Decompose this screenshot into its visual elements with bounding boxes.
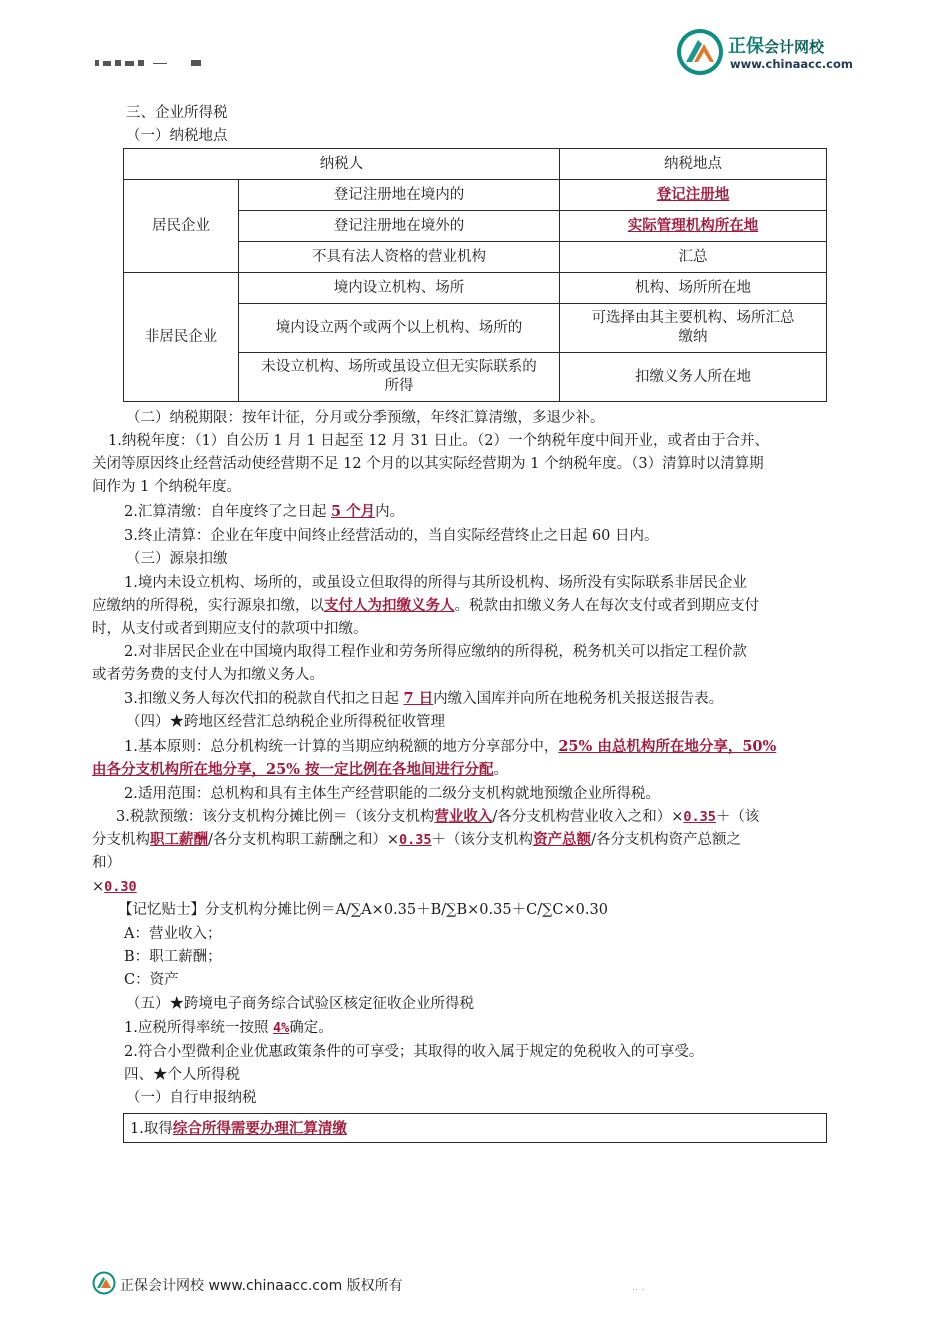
table-cell-place: 汇总 <box>560 242 827 273</box>
section-title-3: 三、企业所得税 <box>126 105 228 121</box>
table-cell-cond: 未设立机构、场所或虽设立但无实际联系的所得 <box>239 353 560 402</box>
paragraph-line: 3.扣缴义务人每次代扣的税款自代扣之日起 7 日内缴入国库并向所在地税务机关报送报告表。 <box>124 690 724 707</box>
logo-mark-icon <box>676 28 724 76</box>
section-title-4: 四、★个人所得税 <box>124 1067 240 1083</box>
paragraph-line: 3.税款预缴：该分支机构分摊比例＝（该分支机构营业收入/各分支机构营业收入之和）×0.35＋（该 <box>116 808 760 825</box>
paragraph-line: 2.对非居民企业在中国境内取得工程作业和劳务所得应缴纳的所得税，税务机关可以指定工程价款 <box>124 644 747 660</box>
boxed-item: 1.取得综合所得需要办理汇算清缴 <box>123 1113 827 1143</box>
tax-location-table <box>123 148 827 402</box>
memo-item: A：营业收入； <box>124 926 222 942</box>
logo-url[interactable]: www.chinaacc.com <box>730 57 853 71</box>
paragraph-line: 2.适用范围：总机构和具有主体生产经营职能的二级分支机构就地预缴企业所得税。 <box>124 786 660 802</box>
highlight-text: 职工薪酬 <box>150 831 208 848</box>
table-cell-cond: 登记注册地在境外的 <box>239 211 560 242</box>
paragraph-line: 关闭等原因终止经营活动使经营期不足 12 个月的以其实际经营期为 1 个纳税年度。（3）清算时以清算期 <box>92 456 764 472</box>
table-row <box>124 273 827 304</box>
nonresident-label: 非居民企业 <box>124 273 239 402</box>
highlight-text: 25% 由总机构所在地分享，50% <box>558 738 777 755</box>
table-row <box>124 180 827 211</box>
memo-item: B：职工薪酬； <box>124 949 222 965</box>
table-cell-cond: 登记注册地在境内的 <box>239 180 560 211</box>
highlight-text: 0.35 <box>683 809 716 825</box>
highlight-text: 资产总额 <box>533 831 592 848</box>
highlight-text: 综合所得需要办理汇算清缴 <box>172 1120 347 1137</box>
paragraph-line: 或者劳务费的支付人为扣缴义务人。 <box>92 667 324 683</box>
subsection-title-3-1: （一）纳税地点 <box>126 128 228 144</box>
paragraph-line: 间作为 1 个纳税年度。 <box>92 479 241 495</box>
logo[interactable] <box>676 28 876 78</box>
footer-logo-icon <box>92 1271 116 1295</box>
page-number-mark: ‧‧ ‧ <box>632 1285 645 1296</box>
table-cell-cond: 境内设立机构、场所 <box>239 273 560 304</box>
resident-label: 居民企业 <box>124 180 239 273</box>
highlight-text: 支付人为扣缴义务人 <box>324 597 455 614</box>
paragraph-line: 由各分支机构所在地分享，25% 按一定比例在各地间进行分配。 <box>92 761 509 778</box>
subsection-title-3-3: （三）源泉扣缴 <box>126 551 228 567</box>
footer-text: 正保会计网校 www.chinaacc.com 版权所有 <box>120 1278 403 1294</box>
highlight-text: 由各分支机构所在地分享，25% 按一定比例在各地间进行分配 <box>92 761 494 778</box>
subsection-title-3-4: （四）★跨地区经营汇总纳税企业所得税征收管理 <box>126 714 445 730</box>
paragraph-line: ×0.30 <box>92 879 137 895</box>
table-cell-cond: 境内设立两个或两个以上机构、场所的 <box>239 304 560 353</box>
paragraph-line: 1.基本原则：总分机构统一计算的当期应纳税额的地方分享部分中，25% 由总机构所在地分享，50% <box>124 738 777 755</box>
memo-item: C：资产 <box>124 972 179 988</box>
paragraph-line: 和） <box>92 855 121 871</box>
table-cell-cond: 不具有法人资格的营业机构 <box>239 242 560 273</box>
table-cell-place: 扣缴义务人所在地 <box>560 353 827 402</box>
table-cell-place: 登记注册地 <box>560 180 827 211</box>
header-scribble <box>95 58 205 68</box>
table-header-place: 纳税地点 <box>560 149 827 180</box>
logo-text: 正保会计网校 <box>728 36 825 57</box>
paragraph-line: 1.纳税年度：（1）自公历 1 月 1 日起至 12 月 31 日止。（2）一个纳税年度中间开业，或者由于合并、 <box>108 433 770 449</box>
highlight-text: 7 日 <box>403 690 434 707</box>
paragraph-line: 时，从支付或者到期应支付的款项中扣缴。 <box>92 621 368 637</box>
highlight-text: 5 个月 <box>330 503 376 520</box>
paragraph-line: 1.应税所得率统一按照 4%确定。 <box>124 1020 333 1036</box>
paragraph-line: 2.汇算清缴：自年度终了之日起 5 个月内。 <box>124 503 405 520</box>
highlight-text: 营业收入 <box>434 808 493 825</box>
subsection-title-4-1: （一）自行申报纳税 <box>126 1090 257 1106</box>
table-cell-place: 机构、场所所在地 <box>560 273 827 304</box>
highlight-text: 4% <box>272 1020 290 1036</box>
highlight-text: 0.30 <box>104 879 137 895</box>
paragraph-line: 应缴纳的所得税，实行源泉扣缴，以支付人为扣缴义务人。税款由扣缴义务人在每次支付或者到期应支付 <box>92 597 759 614</box>
footer <box>92 1268 492 1298</box>
subsection-title-3-5: （五）★跨境电子商务综合试验区核定征收企业所得税 <box>126 996 474 1012</box>
table-cell-place: 实际管理机构所在地 <box>560 211 827 242</box>
paragraph-line: 1.境内未设立机构、场所的，或虽设立但取得的所得与其所设机构、场所没有实际联系非居民企业 <box>124 575 747 591</box>
table-header-taxpayer: 纳税人 <box>124 149 560 180</box>
paragraph-line: 2.符合小型微利企业优惠政策条件的可享受；其取得的收入属于规定的免税收入的可享受。 <box>124 1044 704 1060</box>
table-cell-place: 可选择由其主要机构、场所汇总缴纳 <box>560 304 827 353</box>
memo-tip: 【记忆贴士】分支机构分摊比例＝A/∑A×0.35＋B/∑B×0.35＋C/∑C×0.30 <box>118 902 608 918</box>
highlight-text: 0.35 <box>399 832 432 848</box>
table-header-row <box>124 149 827 180</box>
paragraph-line: 分支机构职工薪酬/各分支机构职工薪酬之和）×0.35＋（该分支机构资产总额/各分支机构资产总额之 <box>92 831 741 848</box>
paragraph-line: 3.终止清算：企业在年度中间终止经营活动的，当自实际经营终止之日起 60 日内。 <box>124 528 659 544</box>
subsection-title-3-2: （二）纳税期限：按年计征，分月或分季预缴，年终汇算清缴，多退少补。 <box>126 410 605 426</box>
